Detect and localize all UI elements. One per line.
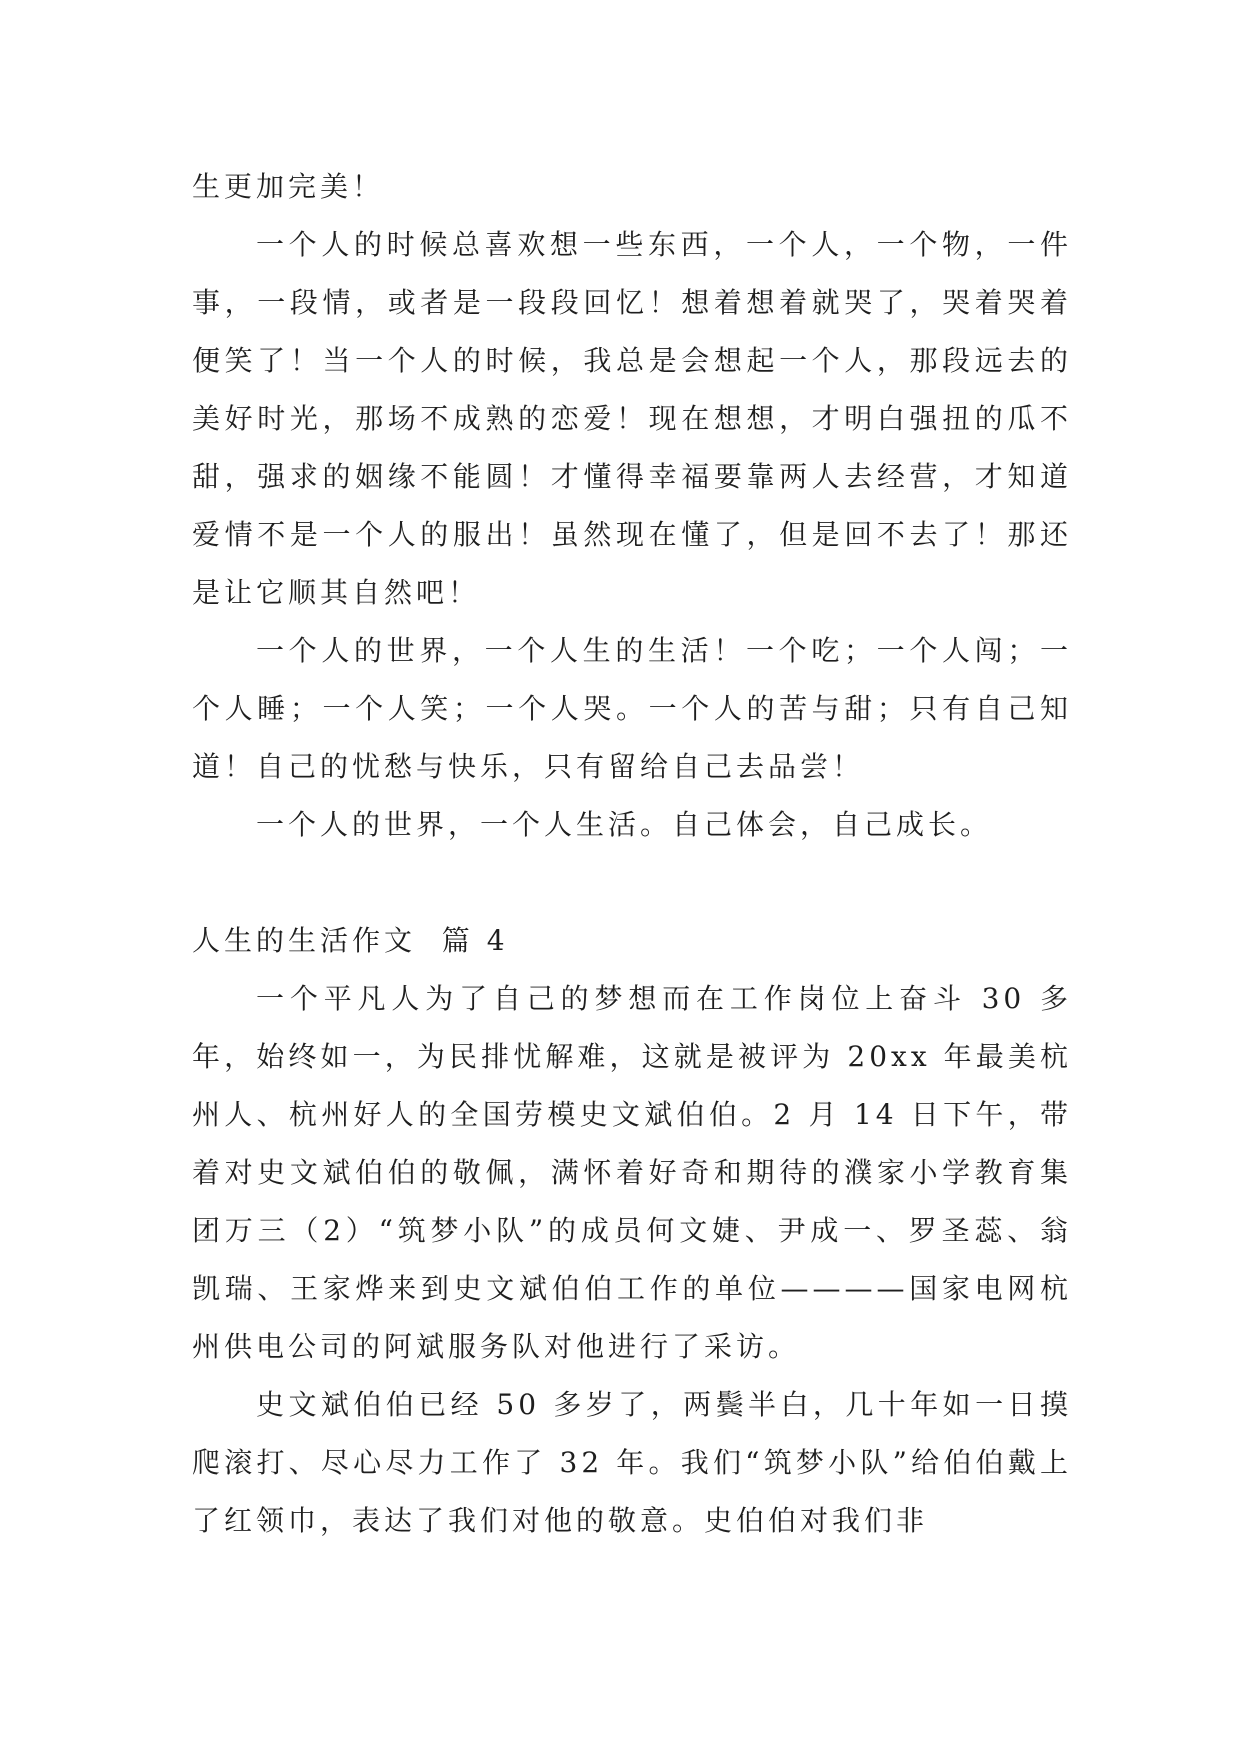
document-body (192, 158, 1072, 1550)
paragraph-interview-detail: 史文斌伯伯已经 50 多岁了，两鬓半白，几十年如一日摸爬滚打、尽心尽力工作了 32 年。我们“筑梦小队”给伯伯戴上了红领巾，表达了我们对他的敬意。史伯伯对我们非 (192, 1388, 1072, 1537)
paragraph-interview-intro: 一个平凡人为了自己的梦想而在工作岗位上奋斗 30 多年，始终如一，为民排忧解难，这就是被评为 20xx 年最美杭州人、杭州好人的全国劳模史文斌伯伯。2 月 14 日下午，带着对史文斌伯伯的敬佩，满怀着好奇和期待的濮家小学教育集团万三（2）“筑梦小队”的成员何文婕、尹成一、罗圣蕊、翁凯瑞、王家烨来到史文斌伯伯工作的单位————国家电网杭州供电公司的阿斌服务队对他进行了采访。 (192, 982, 1072, 1363)
paragraph-self-growth: 一个人的世界，一个人生活。自己体会，自己成长。 (256, 808, 993, 841)
section-heading: 人生的生活作文 篇 4 (192, 924, 509, 957)
paragraph-continuation: 生更加完美！ (192, 170, 385, 203)
paragraph-one-person-world: 一个人的世界，一个人生的生活！一个吃；一个人闯；一个人睡；一个人笑；一个人哭。一个人的苦与甜；只有自己知道！自己的忧愁与快乐，只有留给自己去品尝！ (192, 634, 1072, 783)
paragraph-memories: 一个人的时候总喜欢想一些东西，一个人，一个物，一件事，一段情，或者是一段段回忆！想着想着就哭了，哭着哭着便笑了！当一个人的时候，我总是会想起一个人，那段远去的美好时光，那场不成熟的恋爱！现在想想，才明白强扭的瓜不甜，强求的姻缘不能圆！才懂得幸福要靠两人去经营，才知道爱情不是一个人的服出！虽然现在懂了，但是回不去了！那还是让它顺其自然吧！ (192, 228, 1072, 609)
